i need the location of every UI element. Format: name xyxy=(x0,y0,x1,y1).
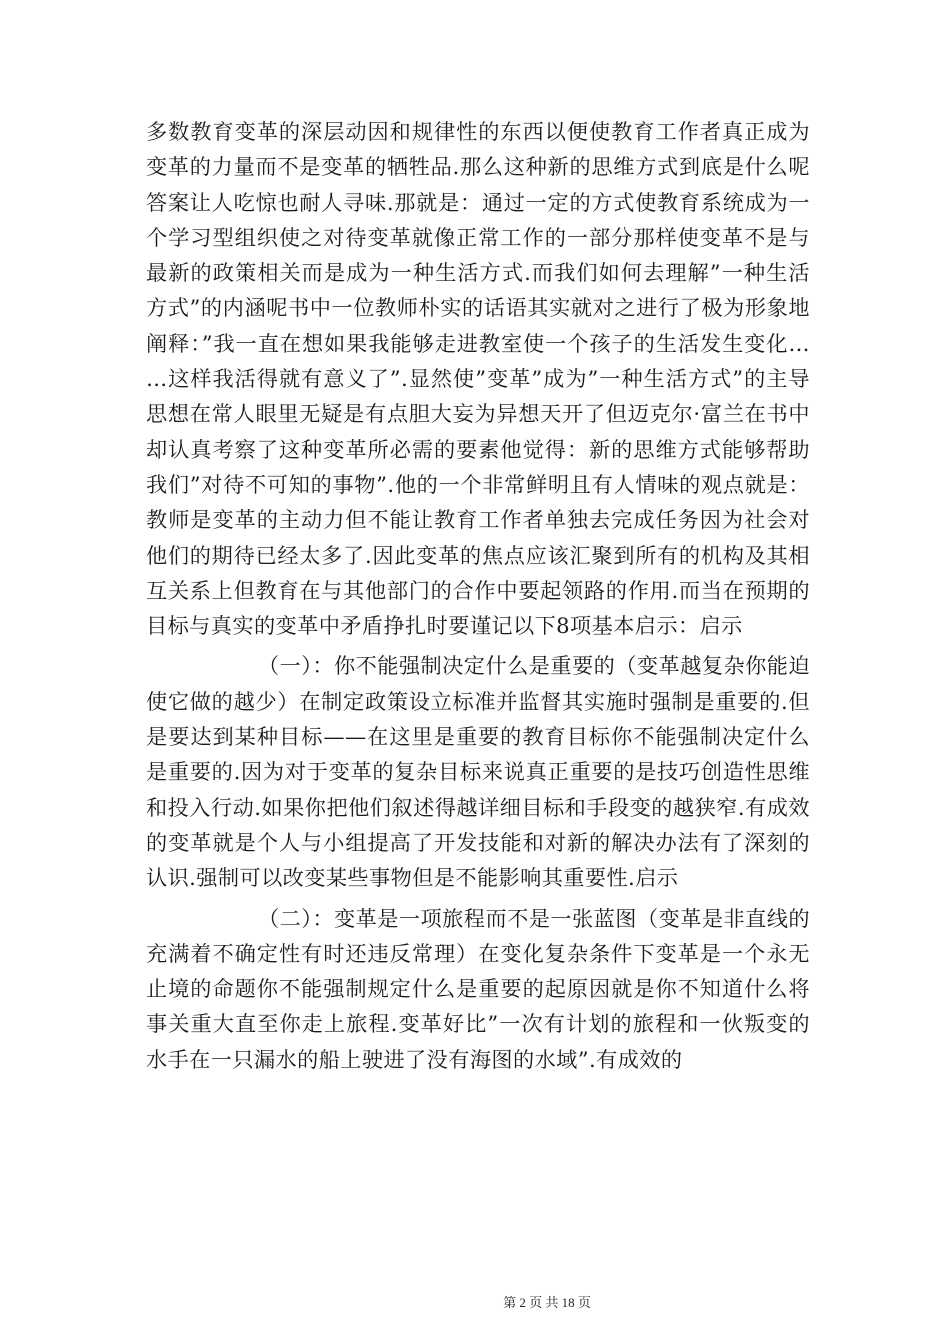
body-text xyxy=(146,114,810,1077)
page-number: 第 2 页 共 18 页 xyxy=(503,1295,591,1310)
paragraph-intro: 多数教育变革的深层动因和规律性的东西以便使教育工作者真正成为变革的力量而不是变革的牺牲品.那么这种新的思维方式到底是什么呢答案让人吃惊也耐人寻味.那就是：通过一定的方式使教育系统成为一个学习型组织使之对待变革就像正常工作的一部分那样使变革不是与最新的政策相关而是成为一种生活方式.而我们如何去理解”一种生活方式”的内涵呢书中一位教师朴实的话语其实就对之进行了极为形象地阐释：”我一直在想如果我能够走进教室使一个孩子的生活发生变化……这样我活得就有意义了”.显然使”变革”成为”一种生活方式”的主导思想在常人眼里无疑是有点胆大妄为异想天开了但迈克尔·富兰在书中却认真考察了这种变革所必需的要素他觉得：新的思维方式能够帮助我们”对待不可知的事物”.他的一个非常鲜明且有人情味的观点就是：教师是变革的主动力但不能让教育工作者单独去完成任务因为社会对他们的期待已经太多了.因此变革的焦点应该汇聚到所有的机构及其相互关系上但教育在与其他部门的合作中要起领路的作用.而当在预期的目标与真实的变革中矛盾挣扎时要谨记以下8项基本启示：启示 xyxy=(146,119,810,639)
paragraph-insight-two: （二）：变革是一项旅程而不是一张蓝图（变革是非直线的充满着不确定性有时还违反常理）在变化复杂条件下变革是一个永无止境的命题你不能强制规定什么是重要的起原因就是你不知道什么将事关重大直至你走上旅程.变革好比”一次有计划的旅程和一伙叛变的水手在一只漏水的船上驶进了没有海图的水域”.有成效的 xyxy=(146,905,810,1072)
paragraph-insight-one: （一）：你不能强制决定什么是重要的（变革越复杂你能迫使它做的越少）在制定政策设立标准并监督其实施时强制是重要的.但是要达到某种目标——在这里是重要的教育目标你不能强制决定什么是重要的.因为对于变革的复杂目标来说真正重要的是技巧创造性思维和投入行动.如果你把他们叙述得越详细目标和手段变的越狭窄.有成效的变革就是个人与小组提高了开发技能和对新的解决办法有了深刻的认识.强制可以改变某些事物但是不能影响其重要性.启示 xyxy=(146,653,810,891)
page-footer xyxy=(0,1292,950,1311)
